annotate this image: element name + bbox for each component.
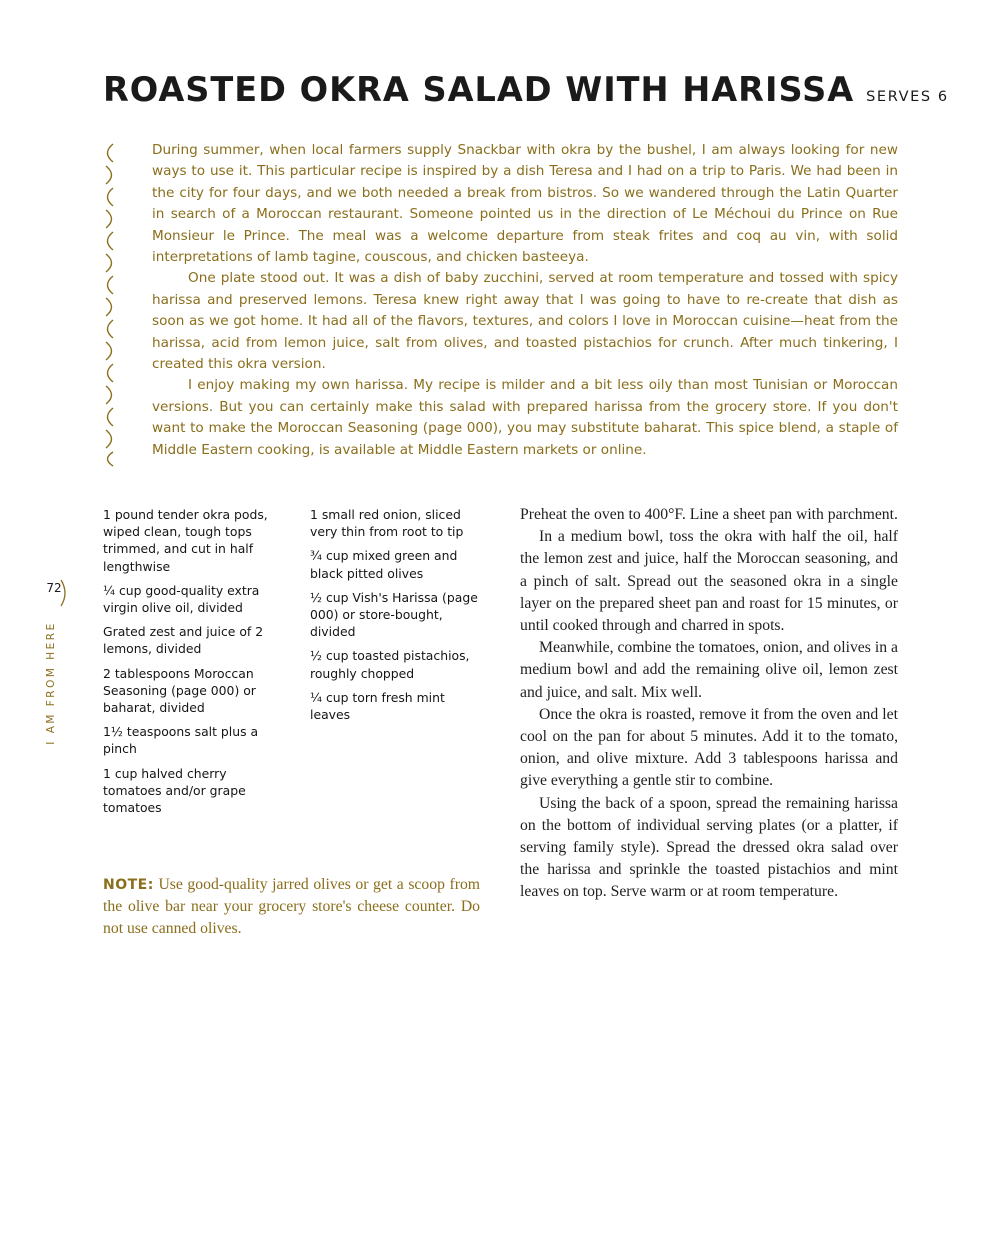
note-text: Use good-quality jarred olives or get a scoop from the olive bar near your grocery store's cheese counter. Do not use canned olives. <box>103 876 481 937</box>
ingredients-column-2 <box>310 506 488 730</box>
ingredient-item: ¼ cup good-quality extra virgin olive oil, divided <box>103 582 260 616</box>
method-paragraph: In a medium bowl, toss the okra with half the oil, half the lemon zest and juice, half the Moroccan seasoning, and a pinch of salt. Spread out the seasoned okra in a single layer on the prepared sheet pan and roast for 15 minutes, or until cooked through and charred in spots. <box>520 528 898 635</box>
headnote <box>152 140 898 461</box>
recipe-header <box>103 70 949 130</box>
method-paragraph: Using the back of a spoon, spread the remaining harissa on the bottom of individual serving plates (or a platter, if serving family style). Spread the dressed okra salad over the harissa and sprinkle the toasted pistachios and mint leaves on top. Serve warm or at room temperature. <box>520 794 898 901</box>
ingredient-item: 1 small red onion, sliced very thin from root to tip <box>310 507 464 540</box>
recipe-title: ROASTED OKRA SALAD WITH HARISSA <box>103 70 855 109</box>
method-steps <box>520 504 898 904</box>
ingredient-item: ¼ cup torn fresh mint leaves <box>310 689 445 723</box>
page-number: 72 <box>46 581 62 595</box>
method-paragraph: Once the okra is roasted, remove it from the oven and let cool on the pan for about 5 minutes. Add it to the tomato, onion, and olive mixture. Add 3 tablespoons harissa and give everything a gentle stir to combine. <box>520 705 898 790</box>
ingredient-item: ¾ cup mixed green and black pitted olives <box>310 548 458 581</box>
ingredient-item: 1 pound tender okra pods, wiped clean, tough tops trimmed, and cut in half lengthwise <box>103 507 268 574</box>
method-paragraph: Meanwhile, combine the tomatoes, onion, and olives in a medium bowl and add the remaining olive oil, lemon zest and juice, and salt. Mix well. <box>520 639 898 701</box>
note-label: NOTE: <box>103 877 154 893</box>
running-head: I AM FROM HERE <box>45 621 57 745</box>
headnote-paragraph: One plate stood out. It was a dish of baby zucchini, served at room temperature and tossed with spicy harissa and preserved lemons. Teresa knew right away that I was going to have to re-create that dish as soon as we got home. It had all of the flavors, textures, and colors I love in Moroccan cuisine—heat from the harissa, acid from lemon juice, salt from olives, and toasted pistachios for crunch. After much tinkering, I created this okra version. <box>152 270 898 373</box>
ingredient-item: Grated zest and juice of 2 lemons, divided <box>103 624 264 657</box>
serves-label: SERVES 6 <box>866 89 949 105</box>
ingredient-item: 2 tablespoons Moroccan Seasoning (page 000) or baharat, divided <box>103 665 256 716</box>
headnote-paragraph: During summer, when local farmers supply Snackbar with okra by the bushel, I am always looking for new ways to use it. This particular recipe is inspired by a dish Teresa and I had on a trip to Paris. We had been in the city for four days, and we both needed a break from bistros. So we wandered through the Latin Quarter in search of a Moroccan restaurant. Someone pointed us in the direction of Le Méchoui du Prince on Rue Monsieur le Prince. The meal was a welcome departure from steak frites and coq au vin, with solid interpretations of lamb tagine, couscous, and chicken basteeya. <box>152 142 898 266</box>
crescent-ornament-icon <box>100 140 120 470</box>
ingredient-item: ½ cup Vish's Harissa (page 000) or store-bought, divided <box>310 589 478 640</box>
ingredients-column-1 <box>103 506 281 823</box>
ingredient-item: 1 cup halved cherry tomatoes and/or grape tomatoes <box>103 765 246 816</box>
recipe-note <box>103 874 480 940</box>
method-paragraph: Preheat the oven to 400°F. Line a sheet pan with parchment. <box>520 506 898 523</box>
decorative-crescent-border <box>100 140 120 470</box>
ingredient-item: ½ cup toasted pistachios, roughly chopped <box>310 648 470 681</box>
headnote-paragraph: I enjoy making my own harissa. My recipe is milder and a bit less oily than most Tunisian or Moroccan versions. But you can certainly make this salad with prepared harissa from the grocery store. If you don't want to make the Moroccan Seasoning (page 000), you may substitute baharat. This spice blend, a staple of Middle Eastern cooking, is available at Middle Eastern markets or online. <box>152 377 898 458</box>
ingredient-item: 1½ teaspoons salt plus a pinch <box>103 724 259 757</box>
